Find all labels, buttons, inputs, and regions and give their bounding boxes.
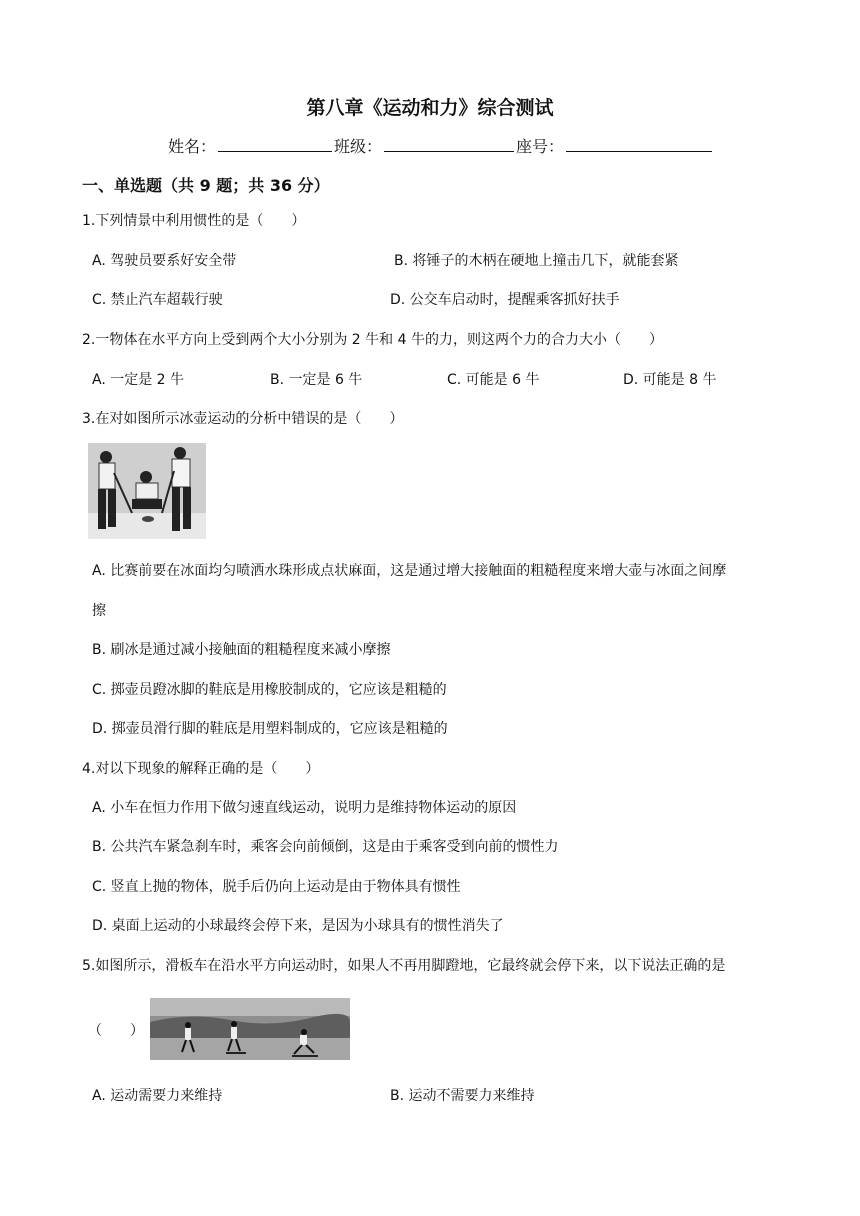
question-5-stem: 5.如图所示，滑板车在沿水平方向运动时，如果人不再用脚蹬地，它最终就会停下来，以下说法正确的是 <box>82 958 726 974</box>
scooter-photo <box>150 998 350 1060</box>
q2-option-a: A. 一定是 2 牛 <box>92 372 185 388</box>
question-3-stem: 3.在对如图所示冰壶运动的分析中错误的是（ ） <box>82 411 404 427</box>
q1-option-d: D. 公交车启动时，提醒乘客抓好扶手 <box>390 292 620 308</box>
q2-option-c: C. 可能是 6 牛 <box>447 372 540 388</box>
q2-option-b: B. 一定是 6 牛 <box>270 372 363 388</box>
q3-option-c: C. 掷壶员蹬冰脚的鞋底是用橡胶制成的，它应该是粗糙的 <box>92 682 447 698</box>
q2-option-d: D. 可能是 8 牛 <box>623 372 717 388</box>
curling-photo <box>88 443 206 539</box>
seat-blank <box>566 137 712 152</box>
question-2-stem: 2.一物体在水平方向上受到两个大小分别为 2 牛和 4 牛的力，则这两个力的合力大小（ ） <box>82 332 663 348</box>
q4-option-b: B. 公共汽车紧急刹车时，乘客会向前倾倒，这是由于乘客受到向前的惯性力 <box>92 839 559 855</box>
q4-option-d: D. 桌面上运动的小球最终会停下来，是因为小球具有的惯性消失了 <box>92 918 504 934</box>
class-label: 班级： <box>334 137 383 156</box>
q3-option-a-line2: 擦 <box>92 603 106 619</box>
question-4-stem: 4.对以下现象的解释正确的是（ ） <box>82 761 320 777</box>
section-heading: 一、单选题（共 9 题；共 36 分） <box>82 176 330 195</box>
q3-option-d: D. 掷壶员滑行脚的鞋底是用塑料制成的，它应该是粗糙的 <box>92 721 448 737</box>
q1-option-b: B. 将锤子的木柄在硬地上撞击几下，就能套紧 <box>394 253 679 269</box>
page-title: 第八章《运动和力》综合测试 <box>306 97 554 119</box>
name-label: 姓名： <box>168 137 217 156</box>
q4-option-c: C. 竖直上抛的物体，脱手后仍向上运动是由于物体具有惯性 <box>92 879 461 895</box>
name-blank <box>218 137 332 152</box>
class-blank <box>384 137 514 152</box>
question-5-paren: （ ） <box>88 1023 144 1039</box>
question-1-stem: 1.下列情景中利用惯性的是（ ） <box>82 213 306 229</box>
student-info-line <box>168 134 714 157</box>
q5-option-b: B. 运动不需要力来维持 <box>390 1088 535 1104</box>
q1-option-c: C. 禁止汽车超载行驶 <box>92 292 223 308</box>
seat-label: 座号： <box>516 137 565 156</box>
q4-option-a: A. 小车在恒力作用下做匀速直线运动，说明力是维持物体运动的原因 <box>92 800 517 816</box>
q5-option-a: A. 运动需要力来维持 <box>92 1088 223 1104</box>
q3-option-b: B. 刷冰是通过减小接触面的粗糙程度来减小摩擦 <box>92 642 391 658</box>
q3-option-a-line1: A. 比赛前要在冰面均匀喷洒水珠形成点状麻面，这是通过增大接触面的粗糙程度来增大壶与冰面之间摩 <box>92 563 727 579</box>
q1-option-a: A. 驾驶员要系好安全带 <box>92 253 237 269</box>
